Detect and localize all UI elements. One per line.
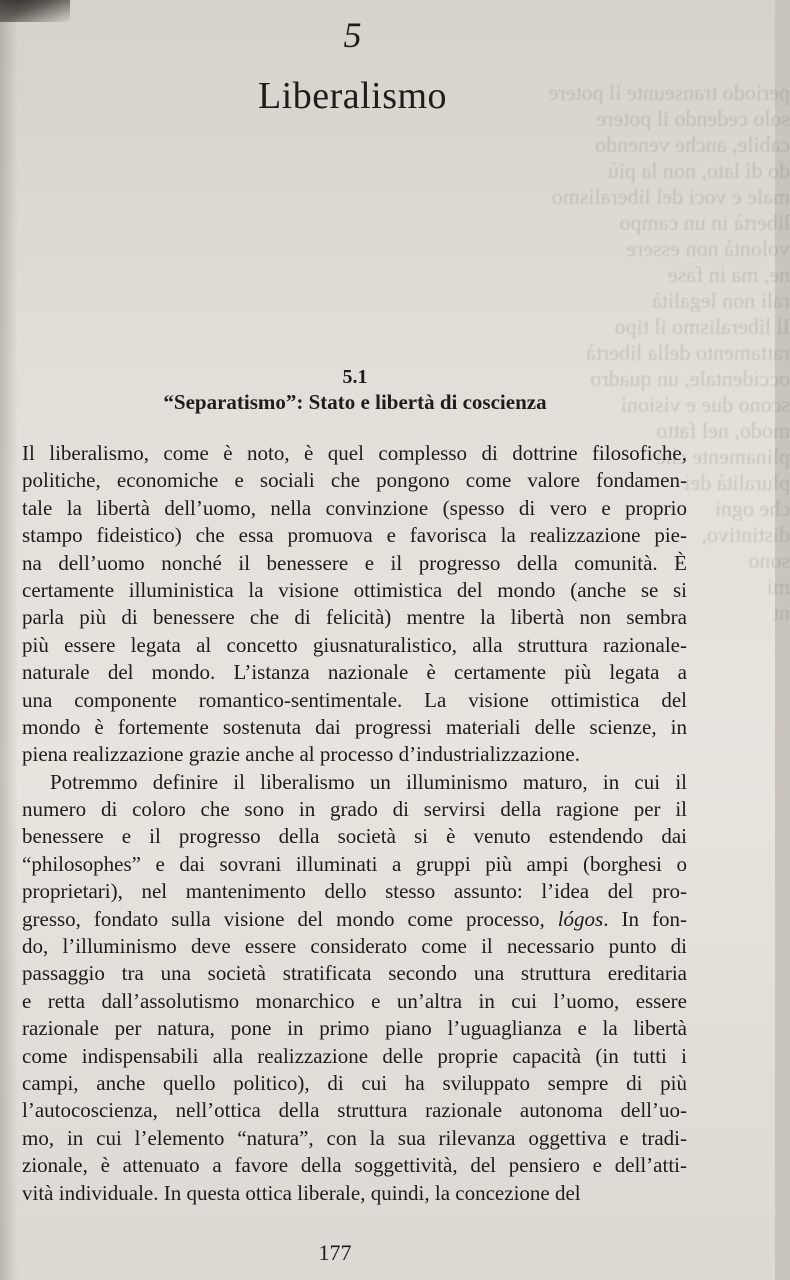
text-line: piena realizzazione grazie anche al processo d’industrializzazione.	[22, 742, 580, 767]
ghost-line: libertà in un campo	[619, 210, 790, 235]
ghost-line: rattamento della libertà	[585, 340, 790, 365]
ghost-line: pluralità dei	[684, 470, 790, 495]
ghost-line: scono due e visioni	[620, 392, 790, 417]
text-line: vità individuale. In questa ottica liberale, quindi, la concezione del	[22, 1180, 581, 1205]
ghost-line: che ogni	[714, 496, 790, 521]
ghost-line: rali non legalità	[651, 288, 790, 313]
ghost-line: do di lato, non la più	[607, 158, 790, 183]
text-line: do, l’illuminismo deve essere considerato come il necessario punto di	[22, 934, 687, 959]
text-line: benessere e il progresso della società si è venuto estendendo dai	[22, 824, 687, 849]
ghost-line: male e voci del liberalismo	[551, 184, 790, 209]
ghost-line: cabile, anche venendo	[595, 132, 790, 157]
body-text	[22, 440, 687, 1207]
text-line: numero di coloro che sono in grado di servirsi della ragione per il	[22, 797, 687, 822]
text-line: mo, in cui l’elemento “natura”, con la sua rilevanza oggettiva e tradi-	[22, 1125, 687, 1150]
ghost-line: periodo transeunte il potere	[548, 80, 790, 105]
chapter-number: 5	[343, 15, 362, 55]
text-line: Potremmo definire il liberalismo un illuminismo maturo, in cui il	[50, 769, 687, 794]
text-line: più essere legata al concetto giusnaturalistico, alla struttura razionale-	[22, 632, 687, 657]
text-line: stampo fideistico) che essa promuova e favorisca la realizzazione pie-	[22, 523, 687, 548]
text-line: Il liberalismo, come è noto, è quel complesso di dottrine filosofiche,	[22, 441, 687, 465]
ghost-line: plinamente che	[656, 444, 790, 469]
ghost-line: ne, ma in fase	[667, 262, 790, 287]
ghost-line: nt	[772, 600, 790, 625]
text-line: na dell’uomo nonché il benessere e il progresso della comunità. È	[22, 550, 687, 575]
text-line: e retta dall’assolutismo monarchico e un’altra in cui l’uomo, essere	[22, 988, 687, 1013]
section-number: 5.1	[342, 366, 368, 388]
ghost-line: distintivo,	[701, 522, 790, 547]
ghost-line: sono	[748, 548, 790, 573]
text-line: proprietari), nel mantenimento dello stesso assunto: l’idea del pro-	[22, 879, 687, 904]
section-title: “Separatismo”: Stato e libertà di coscienza	[163, 390, 547, 414]
text-line: passaggio tra una società stratificata secondo una struttura ereditaria	[22, 961, 687, 986]
text-line: come indispensabili alla realizzazione delle proprie capacità (in tutti i	[22, 1043, 687, 1068]
text-line: gresso, fondato sulla visione del mondo come processo, lógos. In fon-	[22, 906, 687, 931]
text-line: l’autocoscienza, nell’ottica della struttura razionale autonoma dell’uo-	[22, 1098, 687, 1123]
text-line: razionale per natura, pone in primo piano l’uguaglianza e la libertà	[22, 1016, 687, 1041]
ghost-line: volontà non essere	[626, 236, 790, 261]
chapter-title: Liberalismo	[257, 75, 448, 117]
text-line: “philosophes” e dai sovrani illuminati a gruppi più ampi (borghesi o	[22, 851, 687, 876]
ghost-line: solo cedendo il potere	[596, 106, 790, 131]
text-line: mondo è fortemente sostenuta dai progressi materiali delle scienze, in	[22, 714, 687, 739]
text-line: campi, anche quello politico), di cui ha sviluppato sempre di più	[22, 1070, 687, 1095]
text-line: una componente romantico-sentimentale. La visione ottimistica del	[22, 687, 687, 712]
ghost-line: Il liberalismo il tipo	[614, 314, 790, 339]
text-line: zionale, è attenuato a favore della soggettività, del pensiero e dell’atti-	[22, 1153, 687, 1178]
text-line: tale la libertà dell’uomo, nella convinzione (spesso di vero e proprio	[22, 495, 687, 520]
page-edge-shadow	[0, 0, 18, 1280]
ghost-line: mi	[766, 574, 790, 599]
text-line: naturale del mondo. L’istanza nazionale è certamente più legata a	[22, 660, 687, 685]
text-line: certamente illuministica la visione ottimistica del mondo (anche se si	[22, 577, 687, 602]
text-line: politiche, economiche e sociali che pongono come valore fondamen-	[22, 468, 687, 493]
text-line: parla più di benessere che di felicità) mentre la libertà non sembra	[22, 605, 687, 630]
ghost-line: occidentale, un quadro	[590, 366, 790, 391]
page-number: 177	[318, 1240, 352, 1265]
ghost-line: modo, nel fatto	[656, 418, 790, 443]
